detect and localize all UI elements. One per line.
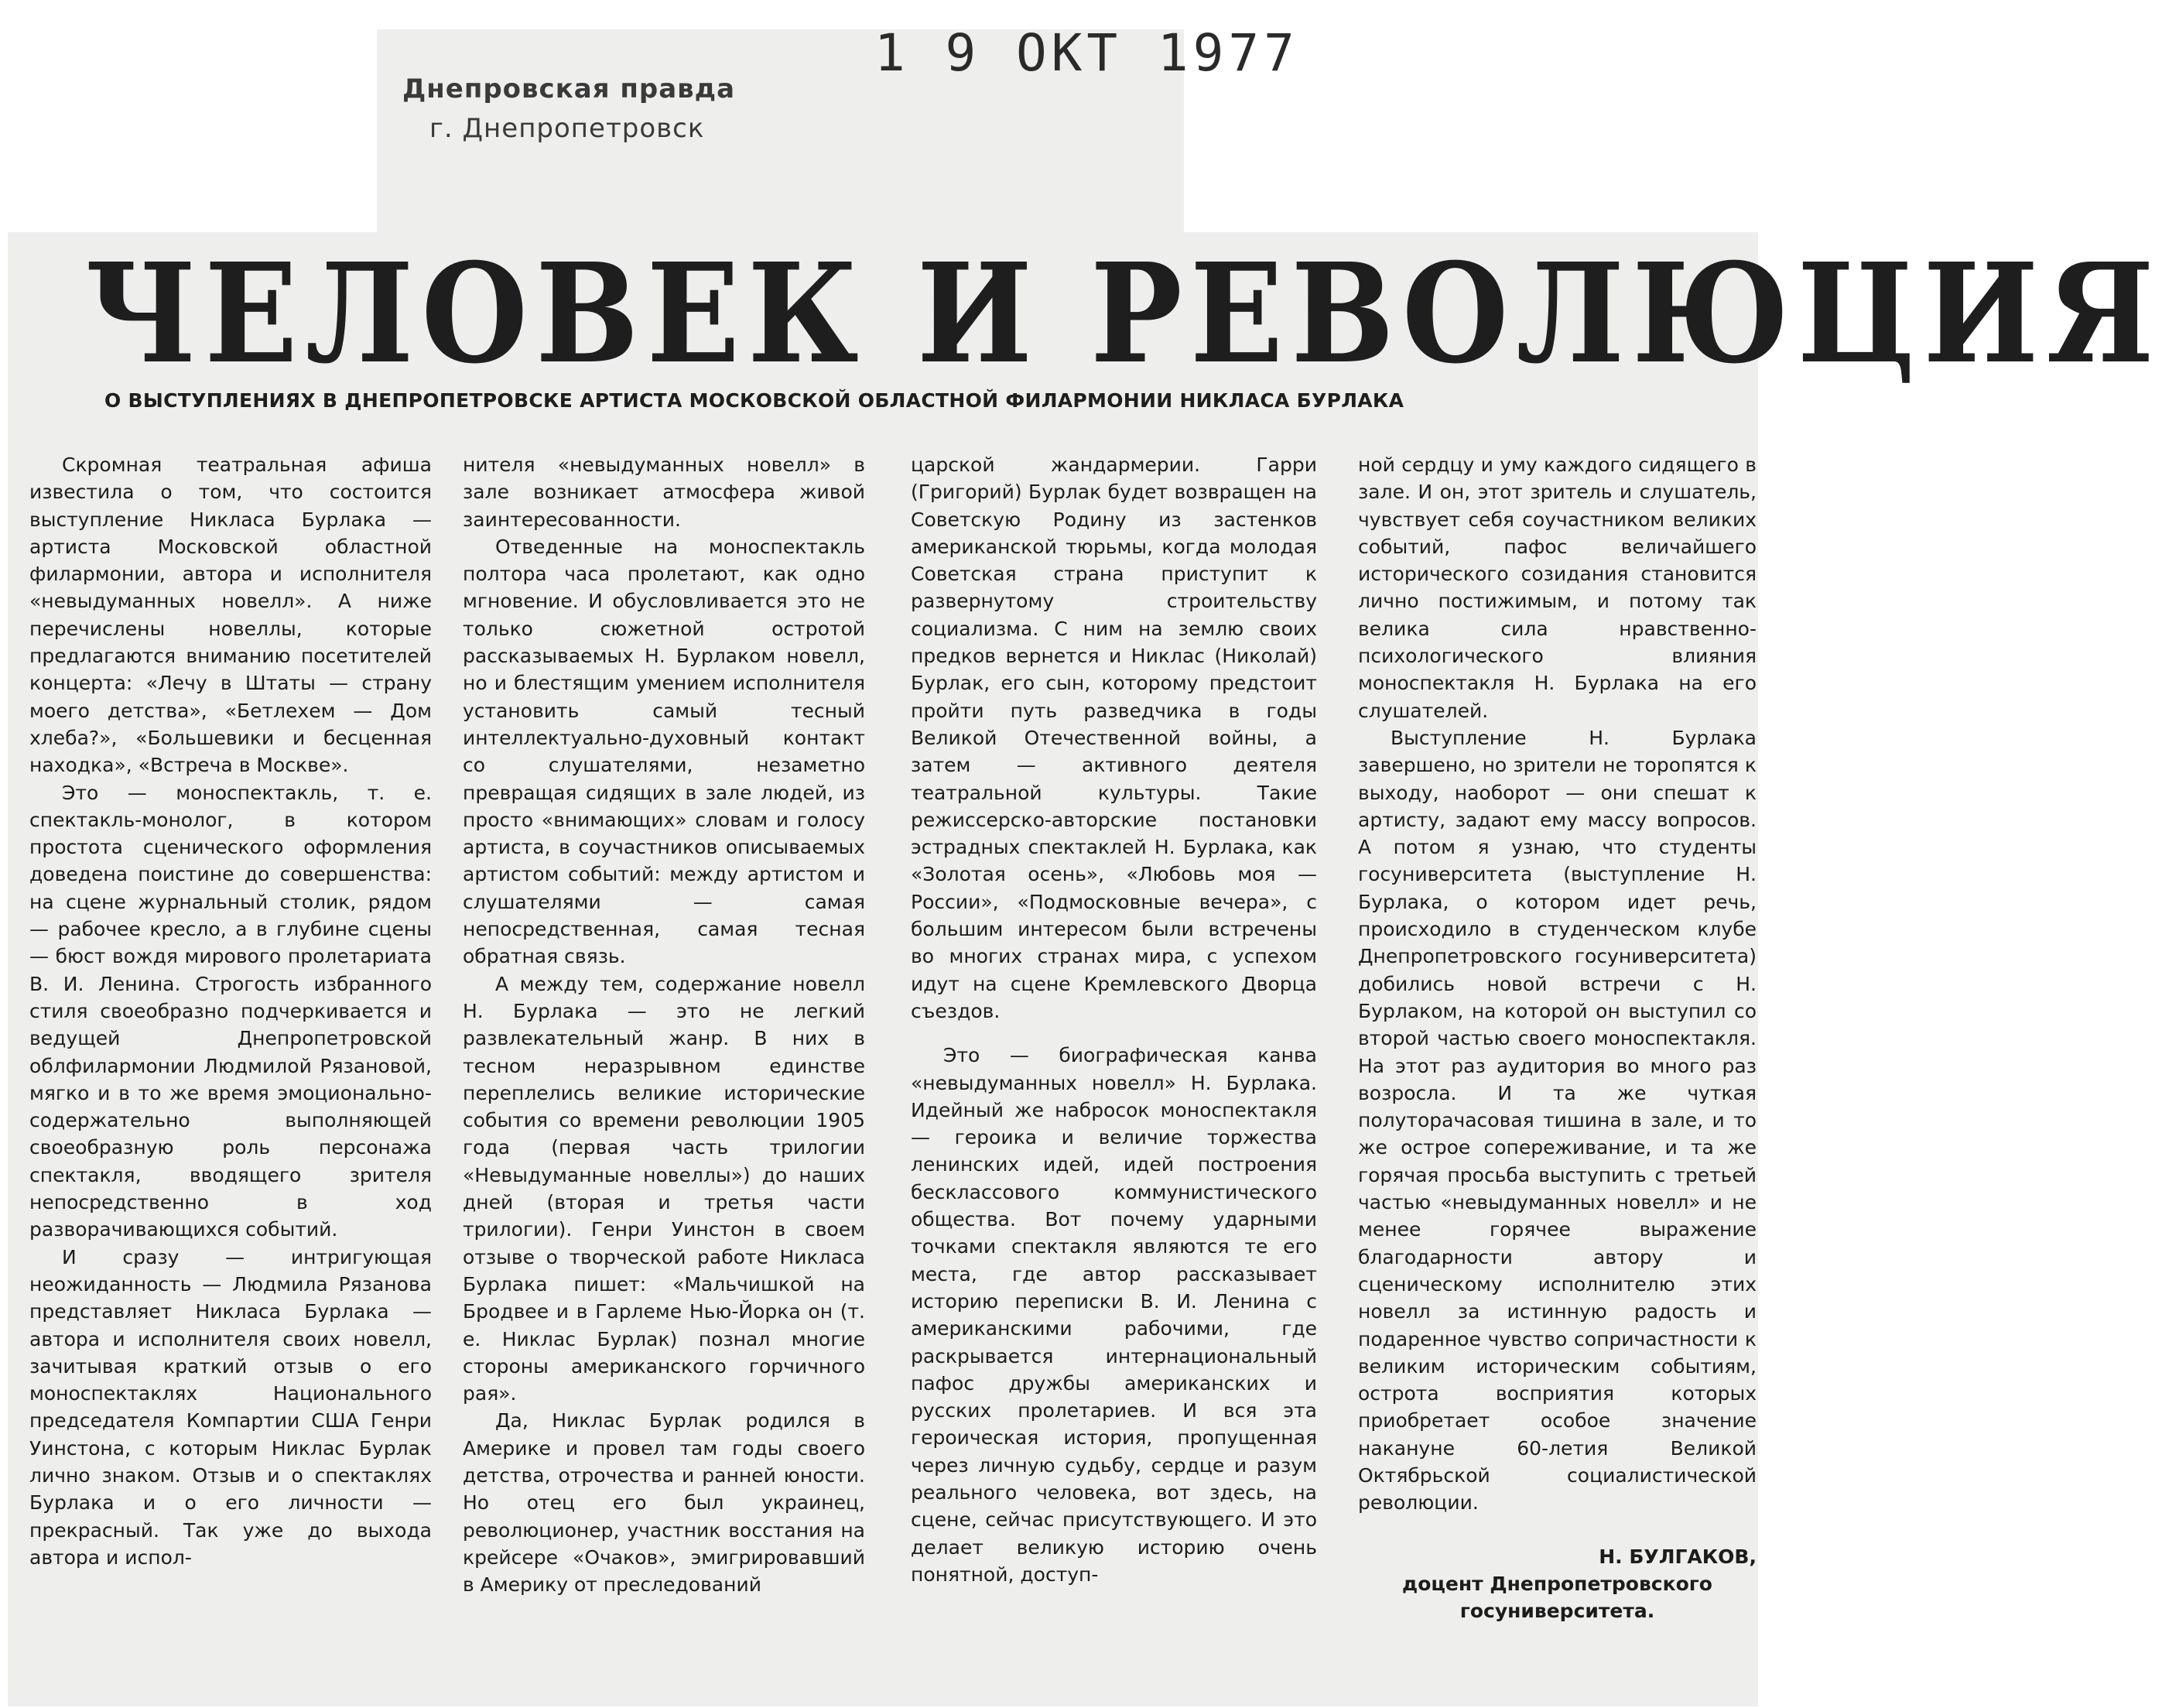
article-column-4 bbox=[1358, 451, 1757, 1689]
masthead-source bbox=[402, 70, 735, 149]
article-headline: ЧЕЛОВЕК И РЕВОЛЮЦИЯ bbox=[85, 234, 2162, 395]
author-title: доцент Днепропетровского bbox=[1402, 1572, 1712, 1595]
article-column-3 bbox=[911, 451, 1317, 1689]
newspaper-city: г. Днепропетровск bbox=[429, 113, 705, 144]
paragraph: И сразу — интригующая неожиданность — Людмила Рязанова представляет Никласа Бурлака — автора и исполнителя своих новелл, зачитывая краткий отзыв о его моноспектаклях Национального председателя Компартии США Генри Уинстона, с которым Никлас Бурлак лично знаком. Отзыв и о спектаклях Бурлака и о его личности — прекрасный. Так уже до выхода автора и испол- bbox=[29, 1245, 432, 1569]
paragraph: Отведенные на моноспектакль полтора часа пролетают, как одно мгновение. И обусловливается это не только сюжетной остротой рассказываемых Н. Бурлаком новелл, но и блестящим умением исполнителя установить самый тесный интеллектуально-духовный контакт со слушателями, незаметно превращая сидящих в зале людей, из просто «внимающих» словам и голосу артиста, в соучастников описываемых артистом событий: между артистом и слушателями — самая непосредственная, самая тесная обратная связь. bbox=[463, 535, 865, 968]
author-affiliation: госуниверситета. bbox=[1459, 1599, 1655, 1622]
paragraph: А между тем, содержание новелл Н. Бурлака — это не легкий развлекательный жанр. В них в тесном неразрывном единстве переплелись великие исторические события со времени революции 1905 года (первая часть трилогии «Невыдуманные новеллы») до наших дней (вторая и третья части трилогии). Генри Уинстон в своем отзыве о творческой работе Никласа Бурлака пишет: «Мальчишкой на Бродвее и в Гарлеме Нью-Йорка он (т. е. Никлас Бурлак) познал многие стороны американского горчичного рая». bbox=[463, 972, 865, 1405]
article-column-1 bbox=[29, 451, 432, 1689]
paragraph: Выступление Н. Бурлака завершено, но зрители не торопятся к выходу, наоборот — они спешат к артисту, задают ему массу вопросов. А потом я узнаю, что студенты госуниверситета (выступление Н. Бурлака, о котором идет речь, происходило в студенческом клубе Днепропетровского госуниверситета) добились новой встречи с Н. Бурлаком, на которой он выступил со второй частью своего моноспектакля. На этот раз аудитория во много раз возросла. И та же чуткая полуторачасовая тишина в зале, и то же острое сопереживание, и та же горячая просьба выступить с третьей частью «невыдуманных новелл» и не менее горячее выражение благодарности автору и сценическому исполнителю этих новелл за истинную радость и подаренное чувство сопричастности к великим историческим событиям, острота восприятия которых приобретает особое значение накануне 60-летия Великой Октябрьской социалистической революции. bbox=[1358, 726, 1757, 1515]
paragraph: царской жандармерии. Гарри (Григорий) Бурлак будет возвращен на Советскую Родину из застенков американской тюрьмы, когда молодая Советская страна приступит к развернутому строительству социализма. С ним на землю своих предков вернется и Никлас (Николай) Бурлак, его сын, которому предстоит пройти путь разведчика в годы Великой Отечественной войны, а затем — активного деятеля театральной культуры. Такие режиссерско-авторские постановки эстрадных спектаклей Н. Бурлака, как «Золотая осень», «Любовь моя — России», «Подмосковные вечера», с большим интересом были встречены во многих странах мира, с успехом идут на сцене Кремлевского Дворца съездов. bbox=[911, 454, 1317, 1022]
author-name: Н. БУЛГАКОВ, bbox=[1599, 1545, 1757, 1568]
paragraph: Это — моноспектакль, т. е. спектакль-монолог, в котором простота сценического оформления доведена поистине до совершенства: на сцене журнальный столик, рядом — рабочее кресло, а в глубине сцены — бюст вождя мирового пролетариата В. И. Ленина. Строгость избранного стиля своеобразно подчеркивается и ведущей Днепропетровской облфилармонии Людмилой Рязановой, мягко и в то же время эмоционально-содержательно выполняющей своеобразную роль персонажа спектакля, вводящего зрителя непосредственно в ход разворачивающихся событий. bbox=[29, 781, 432, 1241]
article-subheadline: О ВЫСТУПЛЕНИЯХ В ДНЕПРОПЕТРОВСКЕ АРТИСТА МОСКОВСКОЙ ОБЛАСТНОЙ ФИЛАРМОНИИ НИКЛАСА БУРЛАКА bbox=[104, 389, 1404, 412]
paragraph: ной сердцу и уму каждого сидящего в зале. И он, этот зритель и слушатель, чувствует себя соучастником великих событий, пафос величайшего исторического созидания становится лично постижимым, и потому так велика сила нравственно-психологического влияния моноспектакля Н. Бурлака на его слушателей. bbox=[1358, 454, 1757, 722]
paragraph: Скромная театральная афиша известила о том, что состоится выступление Никласа Бурлака — артиста Московской областной филармонии, автора и исполнителя «невыдуманных новелл». А ниже перечислены новеллы, которые предлагаются вниманию посетителей концерта: «Лечу в Штаты — страну моего детства», «Бетлехем — Дом хлеба?», «Большевики и бесценная находка», «Встреча в Москве». bbox=[29, 454, 432, 777]
paragraph: Да, Никлас Бурлак родился в Америке и провел там годы своего детства, отрочества и ранней юности. Но отец его был украинец, революционер, участник восстания на крейсере «Очаков», эмигрировавший в Америку от преследований bbox=[463, 1409, 865, 1597]
article-column-2 bbox=[463, 451, 865, 1689]
paragraph: Это — биографическая канва «невыдуманных новелл» Н. Бурлака. Идейный же набросок моноспектакля — героика и величие торжества ленинских идей, идей построения бесклассового коммунистического общества. Вот почему ударными точками спектакля являются те его места, где автор рассказывает историю переписки В. И. Ленина с американскими рабочими, где раскрывается интернациональный пафос дружбы американских и русских пролетариев. И вся эта героическая история, пропущенная через личную судьбу, сердце и разум реального человека, вот здесь, на сцене, сейчас присутствующего. И это делает великую историю очень понятной, доступ- bbox=[911, 1044, 1317, 1586]
date-stamp: 1 9 ОКТ 1977 bbox=[874, 23, 1299, 83]
paragraph: нителя «невыдуманных новелл» в зале возникает атмосфера живой заинтересованности. bbox=[463, 454, 865, 531]
newspaper-name: Днепровская правда bbox=[402, 74, 736, 104]
